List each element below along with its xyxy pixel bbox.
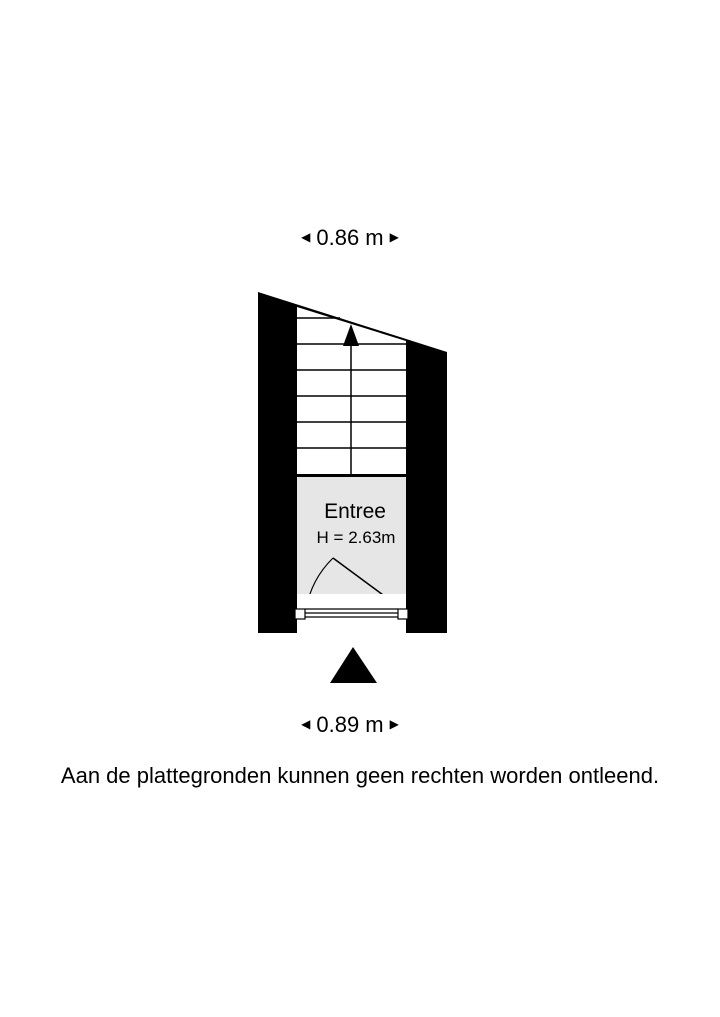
dimension-left-arrow-icon: ◀ <box>301 717 311 732</box>
dimension-bottom <box>0 712 700 739</box>
dimension-right-arrow-icon: ▶ <box>389 717 399 732</box>
room-name: Entree <box>324 500 386 523</box>
dimension-top-value: 0.86 m <box>316 225 384 250</box>
entrance-triangle-icon <box>330 647 377 683</box>
room-height: H = 2.63m <box>316 528 396 547</box>
disclaimer-text: Aan de plattegronden kunnen geen rechten worden ontleend. <box>60 763 660 788</box>
dimension-right-arrow-icon: ▶ <box>389 230 399 245</box>
dimension-bottom-value: 0.89 m <box>316 712 384 737</box>
dimension-left-arrow-icon: ◀ <box>301 230 311 245</box>
